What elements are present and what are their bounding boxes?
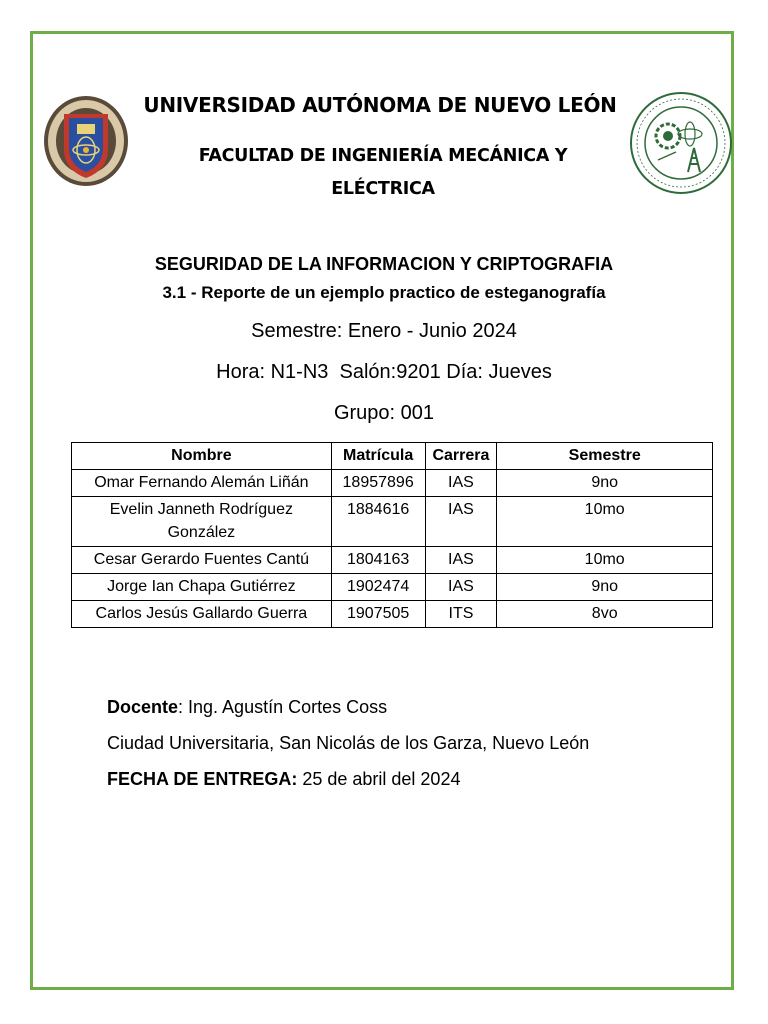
table-row xyxy=(72,470,713,497)
cell-matricula: 1804163 xyxy=(331,547,425,574)
docente-label: Docente xyxy=(107,697,179,717)
course-title: SEGURIDAD DE LA INFORMACION Y CRIPTOGRAFIA xyxy=(154,254,614,274)
schedule-line: Hora: N1-N3 Salón:9201 Día: Jueves xyxy=(216,361,552,383)
table-row xyxy=(72,601,713,628)
city-line: Ciudad Universitaria, San Nicolás de los Garza, Nuevo León xyxy=(107,733,590,753)
university-title: UNIVERSIDAD AUTÓNOMA DE NUEVO LEÓN xyxy=(143,93,617,117)
delivery-date-label: FECHA DE ENTREGA: xyxy=(107,769,298,789)
table-row xyxy=(72,574,713,601)
cell-carrera: IAS xyxy=(425,547,497,574)
cell-nombre: Carlos Jesús Gallardo Guerra xyxy=(72,601,332,628)
header-carrera: Carrera xyxy=(425,443,497,470)
cell-matricula: 1907505 xyxy=(331,601,425,628)
cell-carrera: ITS xyxy=(425,601,497,628)
cell-carrera: IAS xyxy=(425,497,497,547)
faculty-title xyxy=(180,140,586,206)
cell-semestre: 10mo xyxy=(497,497,713,547)
report-title: 3.1 - Reporte de un ejemplo practico de esteganografía xyxy=(162,283,606,302)
delivery-date-value: 25 de abril del 2024 xyxy=(297,769,461,789)
cell-semestre: 9no xyxy=(497,574,713,601)
cell-nombre: Omar Fernando Alemán Liñán xyxy=(72,470,332,497)
table-row xyxy=(72,547,713,574)
delivery-date-line xyxy=(107,769,460,790)
students-table xyxy=(71,442,713,628)
faculty-title-line2: ELÉCTRICA xyxy=(331,179,435,199)
header-matricula: Matrícula xyxy=(331,443,425,470)
cell-semestre: 8vo xyxy=(497,601,713,628)
header-nombre: Nombre xyxy=(72,443,332,470)
cell-semestre: 10mo xyxy=(497,547,713,574)
cell-matricula: 1884616 xyxy=(331,497,425,547)
uanl-shield-seal-icon xyxy=(42,94,130,188)
table-header-row xyxy=(72,443,713,470)
cell-carrera: IAS xyxy=(425,574,497,601)
header-semestre: Semestre xyxy=(497,443,713,470)
cell-nombre: Jorge Ian Chapa Gutiérrez xyxy=(72,574,332,601)
group-line: Grupo: 001 xyxy=(333,402,435,424)
faculty-title-line1: FACULTAD DE INGENIERÍA MECÁNICA Y xyxy=(198,146,568,166)
cell-matricula: 18957896 xyxy=(331,470,425,497)
cell-semestre: 9no xyxy=(497,470,713,497)
docente-value: : Ing. Agustín Cortes Coss xyxy=(178,697,388,717)
table-row xyxy=(72,497,713,547)
docente-line xyxy=(107,697,387,718)
cell-nombre: Evelin Janneth Rodríguez González xyxy=(72,497,332,547)
semester-line: Semestre: Enero - Junio 2024 xyxy=(251,320,517,342)
fime-circular-seal-icon xyxy=(628,90,734,196)
cell-matricula: 1902474 xyxy=(331,574,425,601)
cell-nombre: Cesar Gerardo Fuentes Cantú xyxy=(72,547,332,574)
cell-carrera: IAS xyxy=(425,470,497,497)
